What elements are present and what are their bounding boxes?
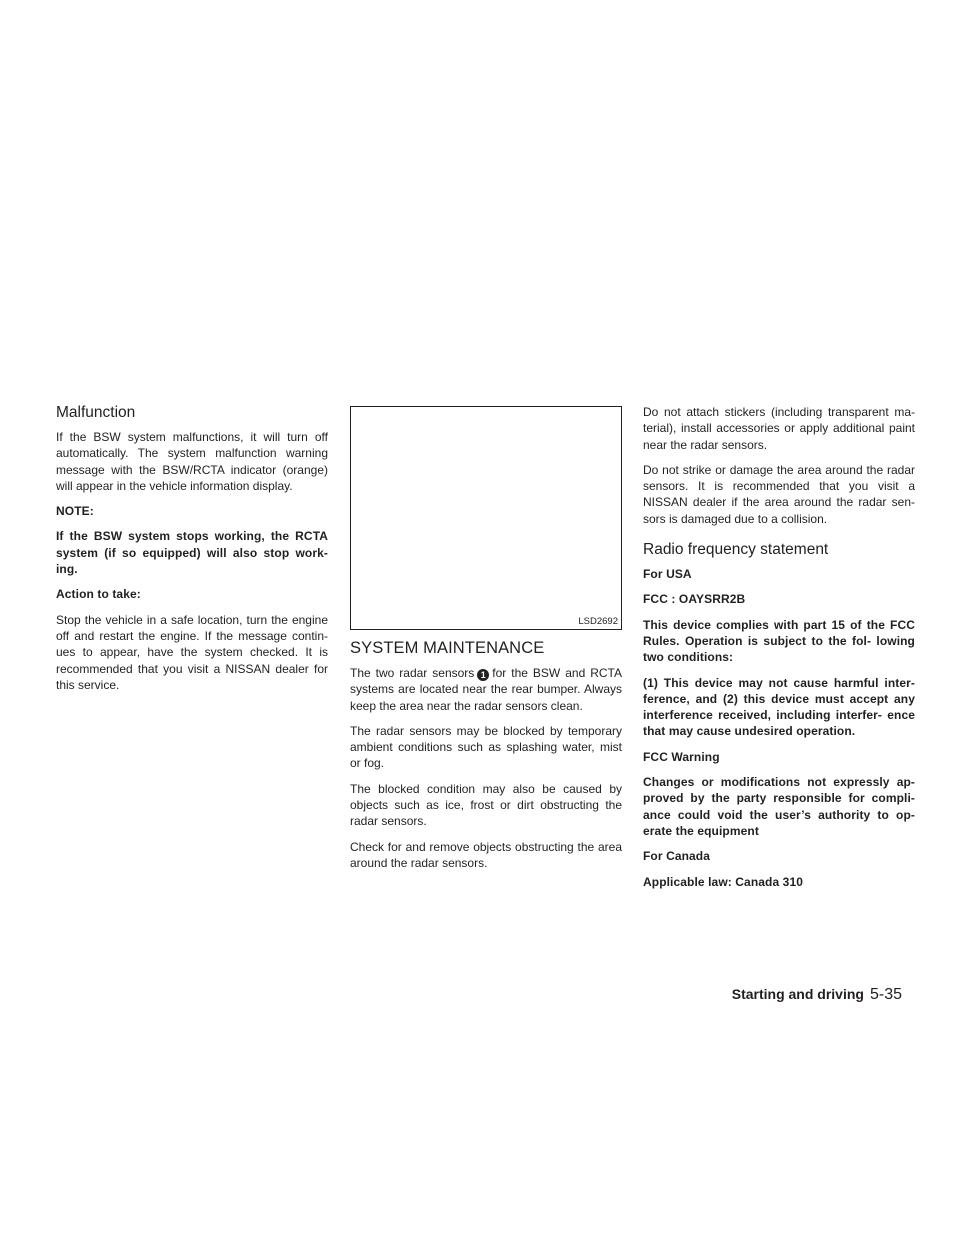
right-column	[643, 404, 915, 899]
fcc-id: FCC : OAYSRR2B	[643, 592, 746, 607]
fcc-warning-text: Changes or modifications not expressly ap- proved by the party responsible for compli- ance could void the user’s authority to op- erate the equipment	[643, 775, 915, 838]
page-number: 5-35	[869, 986, 902, 1003]
p1-after: for the BSW and RCTA systems are located near the rear bumper. Always keep the area near the radar sensors clean.	[350, 666, 622, 713]
maintenance-paragraph-4: Check for and remove objects obstructing the area around the radar sensors.	[350, 839, 622, 870]
conditions-text: (1) This device may not cause harmful inter- ference, and (2) this device must accept any interference received, including interfer- ence that may cause undesired operation.	[643, 675, 915, 739]
action-label: Action to take:	[56, 587, 141, 602]
damage-paragraph: Do not strike or damage the area around the radar sensors. It is recommended that you visit a NISSAN dealer if the area around the radar sen- sors is damaged due to a collision.	[643, 462, 915, 526]
malfunction-heading: Malfunction	[56, 404, 136, 421]
p1-before: The two radar sensors	[350, 666, 475, 680]
for-canada-label: For Canada	[643, 849, 711, 864]
compliance-text: This device complies with part 15 of the FCC Rules. Operation is subject to the fol- lowing two conditions:	[643, 617, 915, 665]
middle-column	[350, 404, 622, 880]
maintenance-paragraph-2: The radar sensors may be blocked by temporary ambient conditions such as splashing water, mist or fog.	[350, 723, 622, 771]
fcc-warning-label: FCC Warning	[643, 749, 720, 764]
note-label: NOTE:	[56, 504, 94, 519]
callout-marker: 1	[477, 669, 489, 681]
malfunction-paragraph: If the BSW system malfunctions, it will turn off automatically. The system malfunction warning message with the BSW/RCTA indicator (orange) will appear in the vehicle information display.	[56, 430, 328, 493]
left-column	[56, 404, 328, 702]
stickers-paragraph: Do not attach stickers (including transparent ma- terial), install accessories or apply additional paint near the radar sensors.	[643, 405, 915, 452]
action-text: Stop the vehicle in a safe location, turn the engine off and restart the engine. If the message contin- ues to appear, have the system checked. It is recommended that you visit a NISSAN dealer for this service.	[56, 612, 328, 692]
maintenance-paragraph-1	[350, 665, 622, 714]
page-footer	[732, 986, 902, 1004]
for-usa-label: For USA	[643, 567, 692, 582]
figure-code: LSD2692	[578, 616, 618, 627]
radio-frequency-heading: Radio frequency statement	[643, 541, 829, 559]
radar-sensor-figure	[350, 406, 622, 630]
applicable-law: Applicable law: Canada 310	[643, 874, 803, 889]
system-maintenance-heading: SYSTEM MAINTENANCE	[350, 639, 545, 657]
maintenance-paragraph-3: The blocked condition may also be caused by objects such as ice, frost or dirt obstructing the radar sensors.	[350, 781, 622, 829]
chapter-title: Starting and driving	[731, 986, 864, 1002]
note-text: If the BSW system stops working, the RCTA system (if so equipped) will also stop work- ing.	[56, 529, 328, 577]
